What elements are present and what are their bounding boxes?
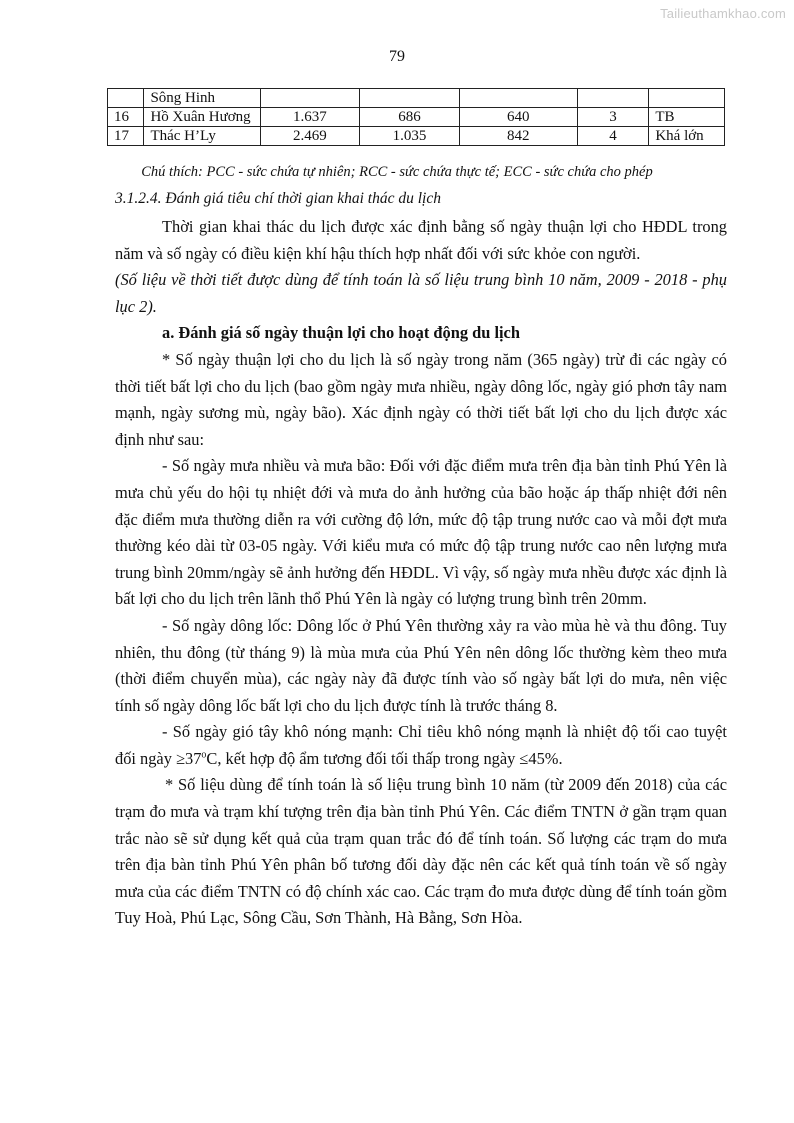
paragraph: - Số ngày mưa nhiều và mưa bão: Đối với đặc điểm mưa trên địa bàn tỉnh Phú Yên là mưa chủ yếu do hội tụ nhiệt đới và mưa do ảnh hưởng của bão hoặc áp thấp nhiệt đới nên đặc điểm mưa thường diễn ra với cường độ lớn, mức độ tập trung nước cao và mỗi đợt mưa thường kéo dài từ 03-05 ngày. Với kiểu mưa có mức độ tập trung nước cao nên lượng mưa trung bình 20mm/ngày sẽ ảnh hưởng đến HĐDL. Vì vậy, số ngày mưa nhều được xác định là bất lợi cho du lịch trên lãnh thổ Phú Yên là ngày có lượng trung bình trên 20mm. xyxy=(115,456,727,609)
table-cell-level xyxy=(649,89,725,108)
table-cell-pcc: 2.469 xyxy=(260,127,360,146)
table-cell-level: Khá lớn xyxy=(649,127,725,146)
table-cell-rcc: 1.035 xyxy=(360,127,460,146)
table-cell-ecc: 842 xyxy=(459,127,577,146)
paragraph-note: (Số liệu về thời tiết được dùng để tính toán là số liệu trung bình 10 năm, 2009 - 2018 - phụ lục 2). xyxy=(115,270,727,316)
table-cell-no: 16 xyxy=(108,108,144,127)
paragraph: * Số liệu dùng để tính toán là số liệu trung bình 10 năm (từ 2009 đến 2018) của các trạm đo mưa và trạm khí tượng trên địa bàn tỉnh Phú Yên. Các điểm TNTN ở gần trạm quan trắc nào sẽ sử dụng kết quả của trạm quan trắc đó để tính toán. Số lượng các trạm do mưa trên địa bàn tỉnh Phú Yên phân bố tương đối dày đặc nên các kết quả tính toán về số ngày mưa của các điểm TNTN có độ chính xác cao. Các trạm đo mưa được dùng để tính toán gồm Tuy Hoà, Phú Lạc, Sông Cầu, Sơn Thành, Hà Bằng, Sơn Hòa. xyxy=(115,775,727,928)
table-cell-no: 17 xyxy=(108,127,144,146)
table-cell-rank xyxy=(577,89,649,108)
table-cell-name: Sông Hinh xyxy=(144,89,260,108)
paragraph-text: - Số ngày gió tây khô nóng mạnh: Chỉ tiêu khô nóng mạnh là nhiệt độ tối cao tuyệt đối ngày ≥37 xyxy=(115,722,727,768)
watermark: Tailieuthamkhao.com xyxy=(660,6,786,21)
table-cell-pcc xyxy=(260,89,360,108)
table-cell-no xyxy=(108,89,144,108)
table-cell-rank: 4 xyxy=(577,127,649,146)
table-caption: Chú thích: PCC - sức chứa tự nhiên; RCC - sức chứa thực tế; ECC - sức chứa cho phép xyxy=(141,164,653,180)
degree-superscript: o xyxy=(201,749,207,761)
table-cell-rank: 3 xyxy=(577,108,649,127)
page-number: 79 xyxy=(389,48,405,65)
table-cell-rcc: 686 xyxy=(360,108,460,127)
paragraph: Thời gian khai thác du lịch được xác định bằng số ngày thuận lợi cho HĐDL trong năm và số ngày có điều kiện khí hậu thích hợp nhất đối với sức khỏe con người. xyxy=(115,217,727,263)
table-cell-level: TB xyxy=(649,108,725,127)
paragraph xyxy=(115,719,727,772)
table-cell-ecc xyxy=(459,89,577,108)
body-text xyxy=(115,214,727,932)
paragraph: - Số ngày dông lốc: Dông lốc ở Phú Yên thường xảy ra vào mùa hè và thu đông. Tuy nhiên, thu đông (từ tháng 9) là mùa mưa của Phú Yên nên dông lốc thường kèm theo mưa (thời điểm chuyển mùa), các ngày này đã được tính vào số ngày bất lợi do mưa, nên việc tính số ngày dông lốc bất lợi cho du lịch được tính là trước tháng 8. xyxy=(115,615,727,715)
table-row xyxy=(108,108,725,127)
table-row xyxy=(108,89,725,108)
table-cell-rcc xyxy=(360,89,460,108)
capacity-table xyxy=(107,88,725,146)
table-cell-name: Hồ Xuân Hương xyxy=(144,108,260,127)
table-cell-ecc: 640 xyxy=(459,108,577,127)
table-row xyxy=(108,127,725,146)
table-cell-name: Thác H’Ly xyxy=(144,127,260,146)
section-heading: 3.1.2.4. Đánh giá tiêu chí thời gian khai thác du lịch xyxy=(115,190,441,207)
paragraph-text: C, kết hợp độ ẩm tương đối tối thấp trong ngày ≤45%. xyxy=(206,748,563,768)
paragraph: * Số ngày thuận lợi cho du lịch là số ngày trong năm (365 ngày) trừ đi các ngày có thời tiết bất lợi cho du lịch (bao gồm ngày mưa nhiều, ngày dông lốc, ngày gió phơn tây nam mạnh, ngày sương mù, ngày bão). Xác định ngày có thời tiết bất lợi cho du lịch được xác định như sau: xyxy=(115,349,727,449)
subheading: a. Đánh giá số ngày thuận lợi cho hoạt động du lịch xyxy=(162,323,520,343)
table-cell-pcc: 1.637 xyxy=(260,108,360,127)
